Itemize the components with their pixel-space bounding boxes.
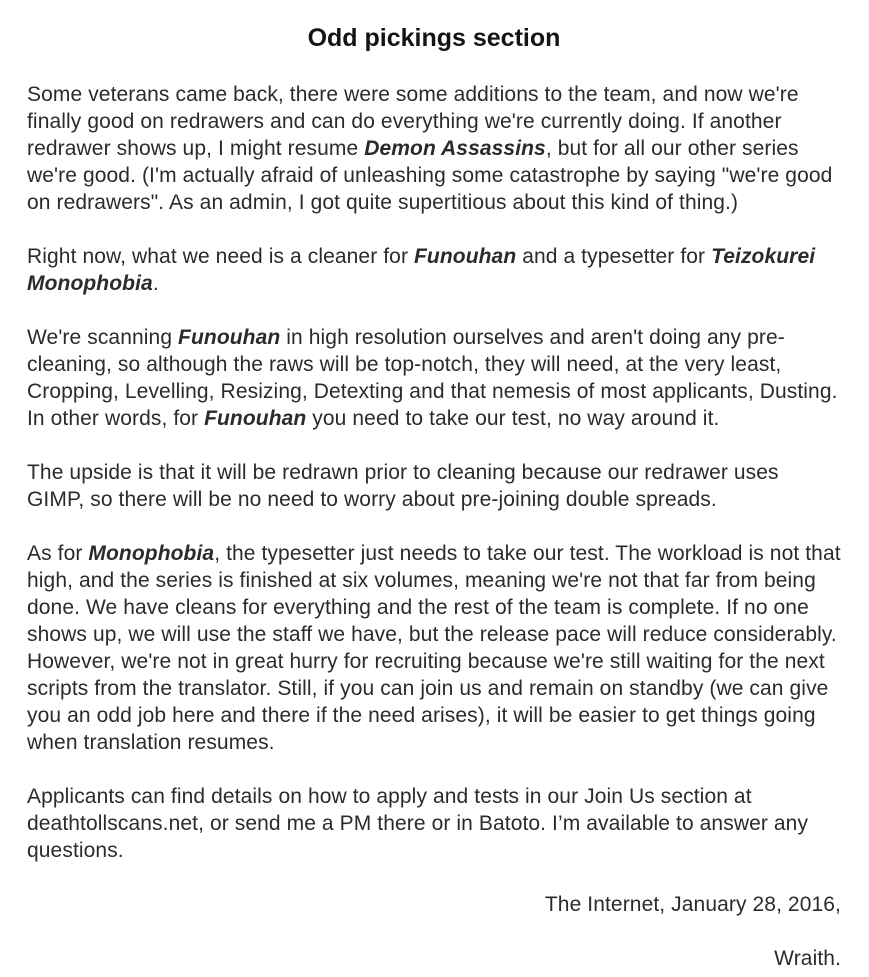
how-to-apply-paragraph	[27, 783, 841, 864]
paragraph-text: in high resolution ourselves and aren't doing any pre-cleaning, so although the raws will be top-notch, they will need, at the very least, Cropping, Levelling, Resizing, Detexting and that nemesis of most applicants, Dusting. In other words, for	[27, 326, 838, 430]
funouhan-cleaning-paragraph	[27, 324, 841, 432]
paragraph-text: , the typesetter just needs to take our test. The workload is not that high, and the series is finished at six volumes, meaning we're not that far from being done. We have cleans for everything and the rest of the team is complete. If no one shows up, we will use the staff we have, but the release pace will reduce considerably. However, we're not in great hurry for recruiting because we're still waiting for the next scripts from the translator. Still, if you can join us and remain on standby (we can give you an odd job here and there if the need arises), it will be easier to get things going when translation resumes.	[27, 542, 841, 754]
monophobia-typesetter-paragraph	[27, 540, 841, 756]
series-name-emphasis: Monophobia	[88, 542, 215, 565]
paragraph-text: Some veterans came back, there were some additions to the team, and now we're finally good on redrawers and can do everything we're currently doing. If another redrawer shows up, I might resume	[27, 83, 799, 160]
paragraph-text: .	[152, 272, 159, 295]
series-name-emphasis: Funouhan	[413, 245, 517, 268]
series-name-emphasis: Demon Assassins	[364, 137, 546, 160]
paragraph-text: The Internet, January 28, 2016,	[544, 893, 841, 916]
paragraph-text: Wraith.	[774, 947, 841, 970]
paragraph-text: Right now, what we need is a cleaner for	[27, 245, 414, 268]
paragraph-text: The upside is that it will be redrawn prior to cleaning because our redrawer uses GIMP, so there will be no need to worry about pre-joining double spreads.	[27, 461, 779, 511]
paragraph-text: you need to take our test, no way around it.	[306, 407, 720, 430]
date-line	[27, 891, 841, 918]
series-name-emphasis: Funouhan	[204, 407, 307, 430]
redraw-upside-paragraph	[27, 459, 841, 513]
document-body	[27, 81, 841, 972]
series-name-emphasis: Teizokurei Monophobia	[27, 245, 816, 295]
signature-line	[27, 945, 841, 972]
paragraph-text: and a typesetter for	[516, 245, 712, 268]
series-name-emphasis: Funouhan	[178, 326, 281, 349]
current-needs-paragraph	[27, 243, 841, 297]
paragraph-text: , but for all our other series we're good. (I'm actually afraid of unleashing some catastrophe by saying "we're good on redrawers". As an admin, I got quite supertitious about this kind of thing.)	[27, 137, 833, 214]
paragraph-text: Applicants can find details on how to apply and tests in our Join Us section at deathtollscans.net, or send me a PM there or in Batoto. I’m available to answer any questions.	[27, 785, 809, 862]
paragraph-text: As for	[27, 542, 89, 565]
page-title: Odd pickings section	[307, 24, 561, 52]
redrawers-status-paragraph	[27, 81, 841, 216]
paragraph-text: We're scanning	[27, 326, 179, 349]
